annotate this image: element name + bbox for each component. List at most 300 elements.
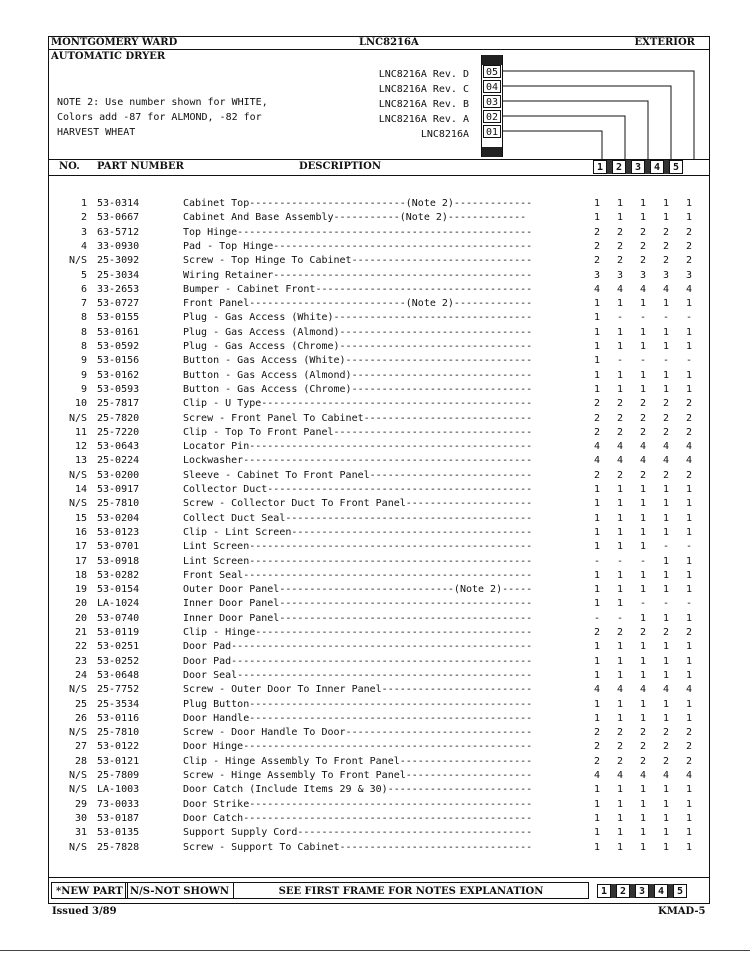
quantity-cell: 1 [616, 383, 624, 395]
quantity-cell: 2 [593, 755, 601, 767]
quantity-cell: 2 [662, 412, 670, 424]
item-number: N/S [68, 498, 87, 510]
part-description: Support Supply Cord--------------------------------------- [183, 827, 533, 839]
part-description: Clip - Top To Front Panel--------------------------------- [183, 426, 533, 438]
quantity-cell: 2 [662, 398, 670, 410]
part-number: 53-0121 [97, 755, 140, 767]
quantity-cell: 1 [593, 784, 601, 796]
part-description: Screw - Collector Duct To Front Panel--------------------- [183, 498, 533, 510]
qty-column-number: 5 [669, 160, 683, 174]
header-block [49, 49, 709, 160]
quantity-cell: - [639, 312, 647, 324]
quantity-cell: 1 [685, 369, 693, 381]
quantity-cell: 1 [639, 584, 647, 596]
quantity-cell: 4 [685, 455, 693, 467]
part-description: Door Catch (Include Items 29 & 30)------------------------ [183, 784, 533, 796]
column-header [49, 159, 709, 176]
quantity-cell: - [639, 598, 647, 610]
quantity-cell: 1 [616, 298, 624, 310]
quantity-cell: 2 [639, 741, 647, 753]
item-number: 4 [80, 240, 87, 252]
quantity-cell: 1 [593, 484, 601, 495]
quantity-cell: 2 [616, 255, 624, 267]
quantity-cell: 4 [616, 441, 624, 453]
part-number: 53-0643 [97, 441, 140, 453]
item-number: N/S [68, 684, 87, 696]
quantity-cell: 1 [593, 498, 601, 510]
part-number: 53-0187 [97, 812, 140, 824]
part-number: 25-7817 [97, 398, 140, 410]
quantity-cell: 1 [639, 298, 647, 310]
part-number: LA-1024 [97, 598, 140, 610]
quantity-cell: 1 [593, 669, 601, 681]
quantity-cell: - [685, 541, 693, 553]
quantity-cell: 1 [593, 541, 601, 553]
item-number: 1 [80, 198, 87, 209]
qty-column-number: 4 [650, 160, 664, 174]
quantity-cell: 2 [662, 627, 670, 638]
quantity-cell: 1 [639, 541, 647, 553]
quantity-cell: 1 [593, 827, 601, 839]
part-number: 53-0918 [97, 555, 140, 567]
revision-label: LNC8216A Rev. A [378, 114, 469, 125]
part-description: Screw - Outer Door To Inner Panel------------------------- [183, 684, 533, 696]
quantity-cell: - [685, 355, 693, 367]
part-description: Plug - Gas Access (Chrome)-------------------------------- [183, 341, 533, 352]
quantity-cell: 1 [685, 669, 693, 681]
quantity-cell: 2 [685, 727, 693, 739]
part-number: 53-0917 [97, 484, 140, 495]
quantity-cell: 1 [662, 584, 670, 596]
part-description: Sleeve - Cabinet To Front Panel--------------------------- [183, 469, 533, 481]
quantity-cell: 1 [639, 784, 647, 796]
part-description: Screw - Support To Cabinet-------------------------------- [183, 841, 533, 853]
item-number: 6 [80, 283, 87, 295]
item-number: 29 [74, 798, 87, 810]
section-name: EXTERIOR [634, 37, 695, 48]
quantity-cell: 1 [685, 298, 693, 310]
part-number: 25-7220 [97, 426, 140, 438]
quantity-cell: - [685, 598, 693, 610]
quantity-cell: 2 [639, 755, 647, 767]
part-description: Button - Gas Access (White)------------------------------- [183, 355, 533, 367]
item-number: N/S [68, 412, 87, 424]
quantity-cell: 4 [662, 455, 670, 467]
table-row [49, 569, 711, 583]
part-description: Screw - Hinge Assembly To Front Panel--------------------- [183, 770, 533, 781]
quantity-cell: 1 [662, 326, 670, 338]
quantity-cell: 1 [685, 612, 693, 624]
part-number: 53-0740 [97, 612, 140, 624]
quantity-cell: 2 [685, 226, 693, 238]
table-row [49, 798, 711, 812]
bottom-rule [0, 950, 750, 951]
quantity-cell: 1 [593, 526, 601, 538]
quantity-cell: 1 [685, 641, 693, 653]
quantity-cell: 2 [639, 627, 647, 638]
item-number: 19 [74, 584, 87, 596]
item-number: 7 [80, 298, 87, 310]
quantity-cell: 1 [639, 841, 647, 853]
quantity-cell: 1 [616, 484, 624, 495]
part-description: Screw - Door Handle To Door------------------------------- [183, 727, 533, 739]
table-row [49, 326, 711, 340]
part-description: Door Pad-------------------------------------------------- [183, 641, 533, 653]
quantity-cell: 1 [685, 798, 693, 810]
item-number: 8 [80, 312, 87, 324]
table-row [49, 383, 711, 397]
quantity-cell: 1 [616, 326, 624, 338]
table-row [49, 211, 711, 225]
quantity-cell: 1 [616, 541, 624, 553]
quantity-cell: 1 [662, 369, 670, 381]
part-number: 53-0593 [97, 383, 140, 395]
quantity-cell: 2 [593, 226, 601, 238]
quantity-cell: 1 [616, 584, 624, 596]
item-number: 12 [74, 441, 87, 453]
quantity-cell: 2 [685, 240, 693, 252]
quantity-cell: 2 [593, 469, 601, 481]
quantity-cell: 1 [685, 484, 693, 495]
item-number: 10 [74, 398, 87, 410]
quantity-cell: 4 [593, 770, 601, 781]
quantity-cell: - [662, 312, 670, 324]
table-row [49, 755, 711, 769]
quantity-cell: 2 [593, 398, 601, 410]
quantity-cell: 4 [685, 684, 693, 696]
quantity-cell: 1 [593, 569, 601, 581]
part-number: 53-0162 [97, 369, 140, 381]
quantity-cell: 1 [662, 669, 670, 681]
item-number: 15 [74, 512, 87, 524]
quantity-cell: 1 [639, 827, 647, 839]
part-description: Front Seal------------------------------------------------ [183, 569, 533, 581]
part-description: Lint Screen----------------------------------------------- [183, 541, 533, 553]
quantity-cell: 2 [662, 226, 670, 238]
item-number: 25 [74, 698, 87, 710]
table-row [49, 640, 711, 654]
part-number: 53-0116 [97, 712, 140, 724]
quantity-cell: 1 [685, 712, 693, 724]
revision-number: 02 [483, 110, 501, 123]
quantity-cell: 2 [639, 226, 647, 238]
part-number: 25-7752 [97, 684, 140, 696]
item-number: 31 [74, 827, 87, 839]
table-row [49, 412, 711, 426]
quantity-cell: 2 [616, 226, 624, 238]
part-number: 25-7820 [97, 412, 140, 424]
quantity-cell: 1 [662, 569, 670, 581]
item-number: N/S [68, 469, 87, 481]
quantity-cell: 2 [685, 741, 693, 753]
parts-sheet [48, 36, 710, 904]
quantity-cell: - [662, 355, 670, 367]
item-number: 20 [74, 598, 87, 610]
part-number: 53-0592 [97, 341, 140, 352]
quantity-cell: 1 [616, 598, 624, 610]
part-description: Front Panel--------------------------(Note 2)------------- [183, 298, 533, 310]
table-row [49, 254, 711, 268]
quantity-cell: 1 [616, 341, 624, 352]
quantity-cell: 1 [639, 512, 647, 524]
quantity-cell: 1 [685, 198, 693, 209]
quantity-cell: 4 [593, 283, 601, 295]
quantity-cell: 1 [593, 712, 601, 724]
part-number: 53-0154 [97, 584, 140, 596]
quantity-cell: 1 [639, 383, 647, 395]
table-row [49, 269, 711, 283]
quantity-cell: 1 [685, 827, 693, 839]
quantity-cell: 2 [639, 240, 647, 252]
part-number: 33-2653 [97, 283, 140, 295]
part-description: Clip - Hinge Assembly To Front Panel---------------------- [183, 755, 533, 767]
item-number: 22 [74, 641, 87, 653]
part-number: 53-0122 [97, 741, 140, 753]
part-number: 53-0156 [97, 355, 140, 367]
quantity-cell: 1 [685, 498, 693, 510]
part-number: 53-0204 [97, 512, 140, 524]
quantity-cell: 1 [662, 383, 670, 395]
part-number: 53-0252 [97, 655, 140, 667]
quantity-cell: 1 [662, 712, 670, 724]
footer-qty-number: 5 [673, 884, 687, 898]
col-part: PART NUMBER [97, 161, 184, 172]
quantity-cell: 1 [639, 341, 647, 352]
part-number: 25-7828 [97, 841, 140, 853]
footer-qty-number: 2 [616, 884, 630, 898]
quantity-cell: - [593, 555, 601, 567]
footer-qty-number: 4 [654, 884, 668, 898]
quantity-cell: 1 [685, 383, 693, 395]
quantity-cell: 1 [616, 669, 624, 681]
not-shown-legend: N/S-NOT SHOWN [125, 882, 234, 899]
part-description: Plug Button----------------------------------------------- [183, 698, 533, 710]
quantity-cell: - [616, 355, 624, 367]
quantity-cell: - [639, 355, 647, 367]
quantity-cell: 1 [593, 198, 601, 209]
quantity-cell: 1 [639, 669, 647, 681]
part-number: 53-0135 [97, 827, 140, 839]
quantity-cell: 1 [685, 512, 693, 524]
table-row [49, 612, 711, 626]
item-number: 2 [80, 212, 87, 224]
quantity-cell: 1 [616, 698, 624, 710]
quantity-cell: 1 [616, 569, 624, 581]
table-row [49, 311, 711, 325]
quantity-cell: 1 [639, 484, 647, 495]
quantity-cell: 1 [593, 312, 601, 324]
quantity-cell: 1 [685, 584, 693, 596]
quantity-cell: 2 [616, 627, 624, 638]
quantity-cell: 1 [593, 512, 601, 524]
part-description: Inner Door Panel------------------------------------------ [183, 598, 533, 610]
quantity-cell: 1 [616, 841, 624, 853]
quantity-cell: - [593, 612, 601, 624]
quantity-cell: 4 [639, 283, 647, 295]
quantity-cell: 4 [685, 283, 693, 295]
quantity-cell: 1 [662, 298, 670, 310]
part-number: 25-3034 [97, 269, 140, 281]
table-row [49, 769, 711, 783]
quantity-cell: 1 [662, 555, 670, 567]
quantity-cell: 1 [593, 341, 601, 352]
item-number: 9 [80, 383, 87, 395]
quantity-cell: 1 [662, 784, 670, 796]
quantity-cell: 2 [593, 412, 601, 424]
table-row [49, 526, 711, 540]
part-number: 53-0648 [97, 669, 140, 681]
quantity-cell: 4 [685, 770, 693, 781]
part-number: 25-7809 [97, 770, 140, 781]
quantity-cell: 2 [685, 255, 693, 267]
item-number: 5 [80, 269, 87, 281]
revision-numbers [481, 55, 503, 157]
quantity-cell: 2 [662, 741, 670, 753]
quantity-cell: 2 [593, 426, 601, 438]
table-row [49, 841, 711, 855]
quantity-cell: 1 [616, 512, 624, 524]
quantity-cell: 2 [593, 727, 601, 739]
item-number: 23 [74, 655, 87, 667]
table-row [49, 583, 711, 597]
model-number: LNC8216A [359, 37, 419, 48]
item-number: 14 [74, 484, 87, 495]
quantity-cell: 2 [616, 240, 624, 252]
part-number: 33-0930 [97, 240, 140, 252]
quantity-cell: 1 [685, 812, 693, 824]
quantity-cell: 1 [616, 212, 624, 224]
quantity-cell: 1 [639, 326, 647, 338]
part-description: Lockwasher------------------------------------------------ [183, 455, 533, 467]
part-number: 53-0200 [97, 469, 140, 481]
new-part-legend: *NEW PART [51, 882, 128, 899]
part-number: 63-5712 [97, 226, 140, 238]
quantity-cell: - [616, 555, 624, 567]
quantity-cell: 1 [662, 798, 670, 810]
table-row [49, 354, 711, 368]
table-row [49, 240, 711, 254]
quantity-cell: 3 [685, 269, 693, 281]
quantity-cell: 1 [639, 712, 647, 724]
quantity-cell: 2 [662, 469, 670, 481]
quantity-cell: 1 [639, 698, 647, 710]
quantity-cell: 1 [616, 712, 624, 724]
quantity-cell: 2 [639, 255, 647, 267]
part-number: 53-0155 [97, 312, 140, 324]
item-number: 9 [80, 369, 87, 381]
quantity-cell: - [616, 312, 624, 324]
quantity-cell: 2 [593, 627, 601, 638]
table-row [49, 812, 711, 826]
quantity-cell: 2 [616, 426, 624, 438]
table-row [49, 597, 711, 611]
quantity-cell: 4 [593, 684, 601, 696]
quantity-cell: 4 [662, 770, 670, 781]
part-description: Cabinet Top--------------------------(Note 2)------------- [183, 198, 533, 209]
revision-bar-top [482, 55, 502, 65]
quantity-cell: 1 [639, 569, 647, 581]
quantity-cell: 2 [616, 469, 624, 481]
quantity-cell: 1 [662, 655, 670, 667]
part-number: 73-0033 [97, 798, 140, 810]
item-number: 17 [74, 541, 87, 553]
quantity-cell: 2 [639, 412, 647, 424]
quantity-cell: 4 [593, 455, 601, 467]
quantity-cell: 1 [662, 498, 670, 510]
quantity-cell: 1 [662, 198, 670, 209]
quantity-cell: 1 [685, 655, 693, 667]
quantity-cell: 1 [662, 341, 670, 352]
item-number: 11 [74, 426, 87, 438]
quantity-cell: 1 [616, 812, 624, 824]
part-description: Plug - Gas Access (Almond)-------------------------------- [183, 326, 533, 338]
quantity-cell: - [616, 612, 624, 624]
table-row [49, 369, 711, 383]
table-row [49, 469, 711, 483]
revision-label: LNC8216A [420, 129, 469, 140]
part-description: Door Catch------------------------------------------------ [183, 812, 533, 824]
table-row [49, 669, 711, 683]
quantity-cell: 3 [616, 269, 624, 281]
quantity-cell: 1 [593, 584, 601, 596]
part-number: 53-0667 [97, 212, 140, 224]
part-description: Door Seal------------------------------------------------- [183, 669, 533, 681]
quantity-cell: 1 [593, 355, 601, 367]
quantity-cell: 4 [616, 455, 624, 467]
quantity-cell: 1 [639, 212, 647, 224]
part-description: Door Handle----------------------------------------------- [183, 712, 533, 724]
item-number: 24 [74, 669, 87, 681]
part-description: Screw - Front Panel To Cabinet---------------------------- [183, 412, 533, 424]
item-number: 8 [80, 326, 87, 338]
quantity-cell: 1 [593, 298, 601, 310]
part-number: 53-0123 [97, 526, 140, 538]
quantity-cell: 2 [616, 727, 624, 739]
quantity-cell: 1 [616, 526, 624, 538]
quantity-cell: 1 [639, 198, 647, 209]
quantity-cell: 1 [662, 612, 670, 624]
item-number: 27 [74, 741, 87, 753]
quantity-cell: 1 [616, 827, 624, 839]
quantity-cell: 2 [593, 741, 601, 753]
part-description: Top Hinge------------------------------------------------- [183, 226, 533, 238]
quantity-cell: 2 [662, 240, 670, 252]
item-number: N/S [68, 784, 87, 796]
quantity-cell: 1 [593, 655, 601, 667]
quantity-cell: 1 [662, 827, 670, 839]
part-description: Collector Duct-------------------------------------------- [183, 484, 533, 495]
table-row [49, 826, 711, 840]
revision-label: LNC8216A Rev. D [378, 69, 469, 80]
quantity-cell: 1 [639, 798, 647, 810]
footer-qty-number: 1 [597, 884, 611, 898]
quantity-cell: 1 [685, 784, 693, 796]
item-number: N/S [68, 770, 87, 781]
qty-column-number: 2 [612, 160, 626, 174]
table-row [49, 197, 711, 211]
item-number: 17 [74, 555, 87, 567]
revision-number: 03 [483, 95, 501, 108]
table-row [49, 698, 711, 712]
table-row [49, 397, 711, 411]
quantity-cell: 1 [593, 326, 601, 338]
quantity-cell: 1 [662, 484, 670, 495]
table-row [49, 297, 711, 311]
revision-list [355, 67, 469, 142]
page-code: KMAD-5 [658, 906, 706, 917]
part-description: Bumper - Cabinet Front------------------------------------ [183, 283, 533, 295]
quantity-cell: 1 [639, 641, 647, 653]
